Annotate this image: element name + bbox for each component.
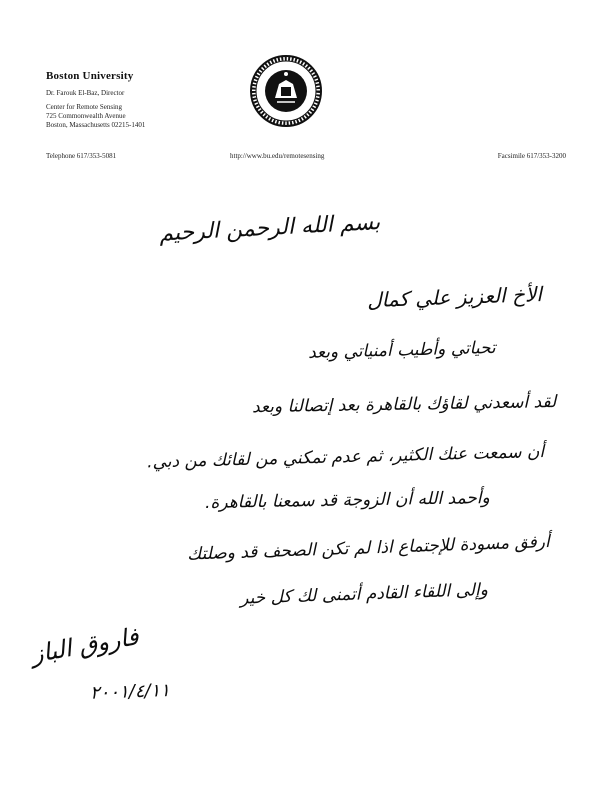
letterhead-block (46, 70, 246, 130)
facsimile: Facsimile 617/353-3200 (497, 152, 566, 160)
body-line-3: وأحمد الله أن الزوجة قد سمعنا بالقاهرة. (205, 488, 491, 513)
body-line-2: أن سمعت عنك الكثير، ثم عدم تمكني من لقائك من دبي. (146, 442, 545, 473)
website-link[interactable]: http://www.bu.edu/remotesensing (230, 152, 325, 160)
university-seal-icon (249, 54, 323, 128)
contact-row (46, 152, 566, 164)
basmala: بسم الله الرحمن الرحيم (158, 210, 381, 247)
director-line: Dr. Farouk El-Baz, Director (46, 89, 125, 97)
telephone: Telephone 617/353-5081 (46, 152, 117, 160)
body-line-5: وإلى اللقاء القادم أتمنى لك كل خير (239, 580, 489, 609)
address-line-1: 725 Commonwealth Avenue (46, 112, 126, 120)
letter-date: ٢٠٠١/٤/١١ (89, 680, 171, 704)
center-name: Center for Remote Sensing (46, 103, 123, 111)
greeting: تحياتي وأطيب أمنياتي وبعد (308, 338, 497, 363)
signature: فاروق الباز (28, 622, 141, 669)
university-name: Boston University (46, 70, 134, 82)
salutation: الأخ العزيز علي كمال (366, 282, 543, 313)
body-line-4: أرفق مسودة للإجتماع اذا لم تكن الصحف قد وصلتك (187, 532, 551, 565)
address-line-2: Boston, Massachusetts 02215-1401 (46, 121, 146, 129)
body-line-1: لقد أسعدني لقاؤك بالقاهرة بعد إتصالنا وبعد (251, 392, 557, 418)
